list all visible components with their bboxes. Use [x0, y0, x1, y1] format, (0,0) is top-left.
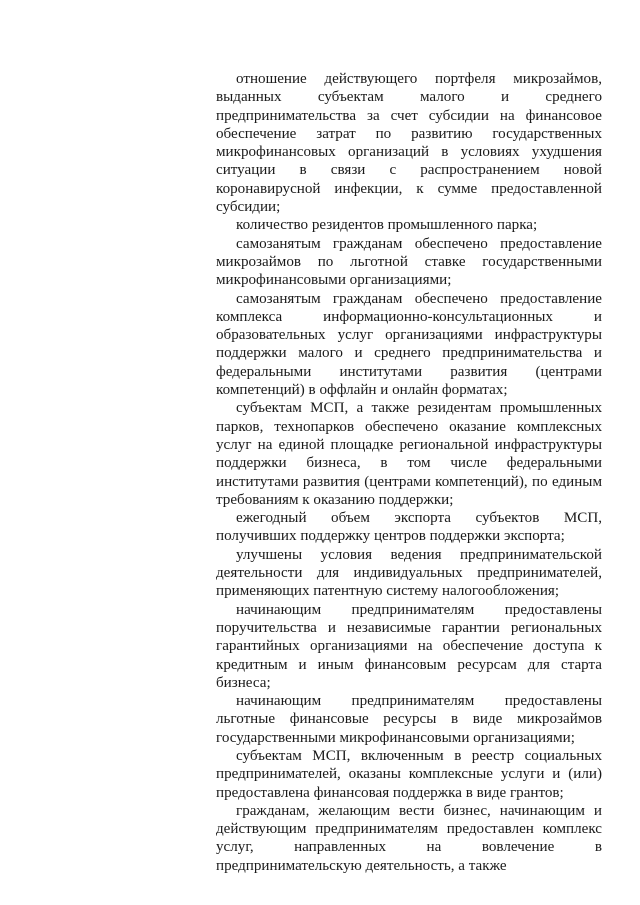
paragraph-preferential-resources: начинающим предпринимателям предоставлены льготные финансовые ресурсы в виде микрозаймов государственными микрофинансовыми организациями; — [216, 693, 602, 746]
paragraph-social-entrepreneurs: субъектам МСП, включенным в реестр социальных предпринимателей, оказаны комплексные услуги и (или) предоставлена финансовая поддержка в виде грантов; — [216, 747, 602, 801]
paragraph-industrial-park-residents: количество резидентов промышленного парка; — [236, 217, 538, 234]
paragraph-export-volume: ежегодный объем экспорта субъектов МСП, получивших поддержку центров поддержки экспорта; — [216, 510, 602, 545]
paragraph-patent-system: улучшены условия ведения предпринимательской деятельности для индивидуальных предпринимателей, применяющих патентную систему налогообложения; — [216, 546, 602, 600]
paragraph-msp-complex-services: субъектам МСП, а также резидентам промышленных парков, технопарков обеспечено оказание комплексных услуг на единой площадке региональной инфраструктуры поддержки бизнеса, в том числе федеральными институтами развития (центрами компетенций), по единым требованиям к оказанию поддержки; — [216, 400, 602, 508]
paragraph-guarantees: начинающим предпринимателям предоставлены поручительства и независимые гарантии региональных гарантийных организациями на обеспечение доступа к кредитным и иным финансовым ресурсам для старта бизнеса; — [216, 601, 602, 691]
document-body — [216, 70, 602, 875]
paragraph-business-involvement: гражданам, желающим вести бизнес, начинающим и действующим предпринимателям предоставлен комплекс услуг, направленных на вовлечение в предпринимательскую деятельность, а также — [216, 802, 602, 874]
paragraph-self-employed-microloans: самозанятым гражданам обеспечено предоставление микрозаймов по льготной ставке государственными микрофинансовыми организациями; — [216, 235, 602, 289]
paragraph-self-employed-consulting: самозанятым гражданам обеспечено предоставление комплекса информационно-консультационных и образовательных услуг организациями инфраструктуры поддержки малого и среднего предпринимательства и федеральными институтами развития (центрами компетенций) в оффлайн и онлайн форматах; — [216, 290, 602, 399]
paragraph-portfolio-ratio: отношение действующего портфеля микрозаймов, выданных субъектам малого и среднего предпринимательства за счет субсидии на финансовое обеспечение затрат по развитию государственных микрофинансовых организаций в условиях ухудшения ситуации в связи с распространением новой коронавирусной инфекции, к сумме предоставленной субсидии; — [216, 71, 602, 216]
